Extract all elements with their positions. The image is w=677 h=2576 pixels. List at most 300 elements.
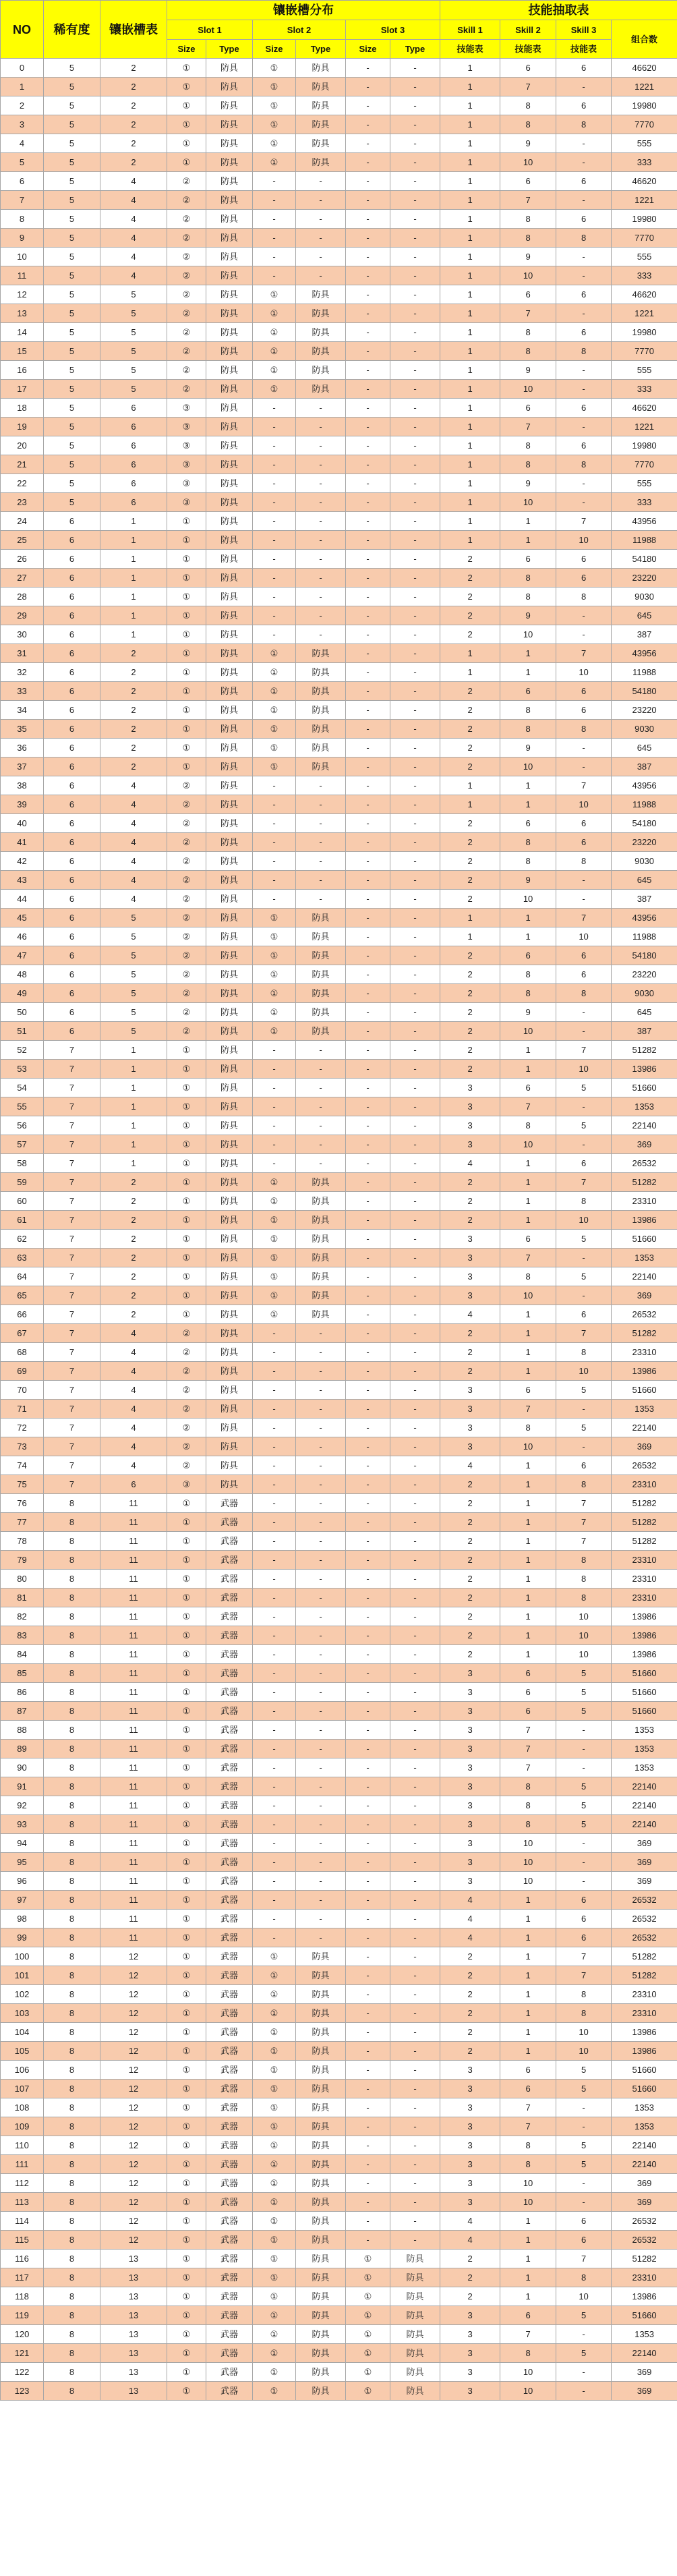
- cell-slot3-size: -: [346, 323, 390, 342]
- cell-socket-table: 5: [100, 342, 167, 361]
- cell-slot3-type: -: [390, 871, 440, 890]
- cell-skill3: 5: [556, 2080, 612, 2098]
- cell-slot2-size: ①: [253, 682, 296, 701]
- cell-skill3: -: [556, 1097, 612, 1116]
- cell-slot1-type: 防具: [206, 59, 253, 78]
- cell-skill3: -: [556, 625, 612, 644]
- cell-skill1: 2: [440, 1532, 500, 1551]
- cell-slot3-type: -: [390, 1683, 440, 1702]
- cell-slot1-size: ①: [167, 134, 206, 153]
- cell-slot2-size: ①: [253, 1211, 296, 1230]
- table-row: [1, 890, 677, 909]
- cell-combos: 7770: [612, 342, 677, 361]
- cell-slot1-type: 防具: [206, 1211, 253, 1230]
- cell-slot1-type: 防具: [206, 531, 253, 550]
- cell-skill1: 1: [440, 342, 500, 361]
- cell-rarity: 8: [44, 1740, 100, 1758]
- cell-slot2-size: ①: [253, 323, 296, 342]
- cell-socket-table: 13: [100, 2250, 167, 2268]
- cell-rarity: 8: [44, 2023, 100, 2042]
- cell-slot2-type: -: [296, 1683, 346, 1702]
- cell-no: 6: [1, 172, 44, 191]
- cell-skill3: 6: [556, 1928, 612, 1947]
- cell-skill3: 6: [556, 172, 612, 191]
- cell-skill3: 6: [556, 569, 612, 588]
- cell-slot2-size: -: [253, 1513, 296, 1532]
- cell-slot2-type: -: [296, 550, 346, 569]
- cell-rarity: 6: [44, 776, 100, 795]
- cell-combos: 54180: [612, 946, 677, 965]
- cell-skill2: 8: [500, 1267, 556, 1286]
- cell-slot3-type: -: [390, 663, 440, 682]
- cell-no: 65: [1, 1286, 44, 1305]
- cell-combos: 369: [612, 1872, 677, 1891]
- cell-slot3-type: -: [390, 361, 440, 380]
- table-row: [1, 134, 677, 153]
- cell-slot2-size: ①: [253, 2061, 296, 2080]
- cell-slot1-type: 武器: [206, 1645, 253, 1664]
- cell-skill1: 1: [440, 493, 500, 512]
- cell-slot2-type: 防具: [296, 2117, 346, 2136]
- cell-skill3: 6: [556, 1456, 612, 1475]
- cell-socket-table: 12: [100, 1947, 167, 1966]
- cell-skill1: 3: [440, 1437, 500, 1456]
- cell-slot1-size: ②: [167, 927, 206, 946]
- cell-skill1: 2: [440, 720, 500, 739]
- cell-no: 50: [1, 1003, 44, 1022]
- cell-no: 48: [1, 965, 44, 984]
- cell-slot1-type: 防具: [206, 682, 253, 701]
- cell-slot3-size: -: [346, 153, 390, 172]
- cell-slot2-type: -: [296, 1079, 346, 1097]
- cell-combos: 333: [612, 266, 677, 285]
- cell-slot1-size: ③: [167, 474, 206, 493]
- table-row: [1, 323, 677, 342]
- cell-slot1-type: 武器: [206, 2174, 253, 2193]
- cell-slot3-type: -: [390, 644, 440, 663]
- cell-skill3: 7: [556, 1041, 612, 1060]
- cell-slot1-type: 防具: [206, 1362, 253, 1381]
- cell-rarity: 7: [44, 1419, 100, 1437]
- cell-slot3-size: -: [346, 1116, 390, 1135]
- cell-slot1-type: 武器: [206, 2363, 253, 2382]
- cell-slot2-size: -: [253, 814, 296, 833]
- cell-combos: 22140: [612, 1116, 677, 1135]
- cell-socket-table: 1: [100, 1097, 167, 1116]
- table-row: [1, 984, 677, 1003]
- header-skill-3-table: 技能表: [556, 40, 612, 59]
- cell-skill1: 1: [440, 927, 500, 946]
- cell-no: 85: [1, 1664, 44, 1683]
- cell-combos: 23310: [612, 1192, 677, 1211]
- cell-slot1-size: ①: [167, 115, 206, 134]
- cell-slot2-type: -: [296, 1607, 346, 1626]
- cell-slot2-size: ①: [253, 1985, 296, 2004]
- cell-skill3: 8: [556, 720, 612, 739]
- cell-skill2: 10: [500, 1853, 556, 1872]
- cell-slot1-type: 防具: [206, 720, 253, 739]
- cell-slot3-size: -: [346, 210, 390, 229]
- cell-slot1-size: ①: [167, 531, 206, 550]
- cell-slot3-type: -: [390, 757, 440, 776]
- cell-slot1-type: 武器: [206, 2287, 253, 2306]
- cell-socket-table: 4: [100, 890, 167, 909]
- table-row: [1, 1740, 677, 1758]
- cell-slot2-type: 防具: [296, 644, 346, 663]
- cell-rarity: 6: [44, 946, 100, 965]
- cell-slot2-type: 防具: [296, 342, 346, 361]
- cell-skill3: 8: [556, 455, 612, 474]
- cell-slot3-type: -: [390, 1173, 440, 1192]
- cell-socket-table: 11: [100, 1551, 167, 1570]
- table-row: [1, 2155, 677, 2174]
- cell-skill1: 3: [440, 2306, 500, 2325]
- cell-combos: 1353: [612, 2117, 677, 2136]
- cell-no: 99: [1, 1928, 44, 1947]
- cell-slot2-type: 防具: [296, 984, 346, 1003]
- cell-slot2-size: ①: [253, 1249, 296, 1267]
- cell-socket-table: 4: [100, 1362, 167, 1381]
- cell-slot3-type: -: [390, 1777, 440, 1796]
- cell-socket-table: 2: [100, 96, 167, 115]
- cell-slot2-size: -: [253, 1324, 296, 1343]
- cell-no: 61: [1, 1211, 44, 1230]
- cell-socket-table: 1: [100, 1135, 167, 1154]
- cell-slot3-size: -: [346, 1570, 390, 1588]
- cell-rarity: 6: [44, 1003, 100, 1022]
- cell-slot2-type: -: [296, 1702, 346, 1721]
- cell-skill1: 3: [440, 1758, 500, 1777]
- cell-rarity: 7: [44, 1475, 100, 1494]
- cell-rarity: 6: [44, 927, 100, 946]
- cell-no: 82: [1, 1607, 44, 1626]
- cell-slot2-type: 防具: [296, 2136, 346, 2155]
- cell-slot2-type: 防具: [296, 323, 346, 342]
- cell-combos: 387: [612, 890, 677, 909]
- cell-skill3: 6: [556, 2231, 612, 2250]
- cell-socket-table: 1: [100, 531, 167, 550]
- cell-rarity: 6: [44, 682, 100, 701]
- cell-slot1-size: ①: [167, 1230, 206, 1249]
- cell-rarity: 5: [44, 304, 100, 323]
- cell-skill2: 1: [500, 2268, 556, 2287]
- cell-slot1-type: 防具: [206, 890, 253, 909]
- cell-slot3-size: -: [346, 1419, 390, 1437]
- cell-no: 52: [1, 1041, 44, 1060]
- cell-slot3-type: -: [390, 965, 440, 984]
- table-row: [1, 1872, 677, 1891]
- table-row: [1, 474, 677, 493]
- cell-combos: 51660: [612, 1381, 677, 1400]
- cell-slot3-type: -: [390, 795, 440, 814]
- cell-no: 43: [1, 871, 44, 890]
- cell-slot1-size: ②: [167, 172, 206, 191]
- cell-combos: 13986: [612, 1211, 677, 1230]
- table-row: [1, 1419, 677, 1437]
- cell-slot1-size: ②: [167, 795, 206, 814]
- cell-slot2-type: -: [296, 1891, 346, 1910]
- cell-slot2-type: -: [296, 1041, 346, 1060]
- cell-rarity: 8: [44, 2382, 100, 2401]
- cell-slot2-size: ①: [253, 965, 296, 984]
- cell-combos: 46620: [612, 285, 677, 304]
- cell-no: 102: [1, 1985, 44, 2004]
- cell-socket-table: 11: [100, 1645, 167, 1664]
- cell-skill3: -: [556, 266, 612, 285]
- cell-slot1-type: 武器: [206, 1928, 253, 1947]
- cell-combos: 1353: [612, 2098, 677, 2117]
- cell-slot3-type: -: [390, 776, 440, 795]
- cell-rarity: 6: [44, 663, 100, 682]
- cell-combos: 13986: [612, 2287, 677, 2306]
- cell-rarity: 5: [44, 285, 100, 304]
- cell-slot2-size: -: [253, 1400, 296, 1419]
- cell-rarity: 7: [44, 1060, 100, 1079]
- cell-combos: 1353: [612, 1097, 677, 1116]
- cell-combos: 13986: [612, 2023, 677, 2042]
- cell-slot1-type: 防具: [206, 1249, 253, 1267]
- cell-no: 103: [1, 2004, 44, 2023]
- cell-rarity: 6: [44, 739, 100, 757]
- cell-slot1-size: ②: [167, 361, 206, 380]
- cell-slot1-type: 防具: [206, 1173, 253, 1192]
- cell-no: 73: [1, 1437, 44, 1456]
- header-slot-1-size: Size: [167, 40, 206, 59]
- cell-skill2: 1: [500, 2004, 556, 2023]
- cell-skill1: 1: [440, 191, 500, 210]
- cell-no: 118: [1, 2287, 44, 2306]
- cell-slot1-size: ②: [167, 266, 206, 285]
- cell-skill1: 1: [440, 795, 500, 814]
- cell-no: 1: [1, 78, 44, 96]
- cell-socket-table: 4: [100, 852, 167, 871]
- cell-slot2-type: -: [296, 474, 346, 493]
- cell-socket-table: 11: [100, 1626, 167, 1645]
- cell-skill2: 6: [500, 172, 556, 191]
- cell-socket-table: 11: [100, 1853, 167, 1872]
- table-row: [1, 1947, 677, 1966]
- header-slot-3-type: Type: [390, 40, 440, 59]
- cell-socket-table: 1: [100, 1154, 167, 1173]
- cell-skill3: -: [556, 153, 612, 172]
- cell-slot2-size: -: [253, 1060, 296, 1079]
- cell-slot1-type: 防具: [206, 569, 253, 588]
- table-row: [1, 776, 677, 795]
- cell-slot2-type: 防具: [296, 2306, 346, 2325]
- cell-rarity: 6: [44, 701, 100, 720]
- cell-rarity: 8: [44, 2231, 100, 2250]
- cell-no: 29: [1, 606, 44, 625]
- table-row: [1, 2344, 677, 2363]
- cell-slot1-size: ②: [167, 776, 206, 795]
- cell-rarity: 6: [44, 871, 100, 890]
- cell-rarity: 7: [44, 1324, 100, 1343]
- table-row: [1, 663, 677, 682]
- cell-no: 69: [1, 1362, 44, 1381]
- cell-no: 83: [1, 1626, 44, 1645]
- cell-slot3-size: -: [346, 2023, 390, 2042]
- cell-slot2-size: ①: [253, 2193, 296, 2212]
- cell-rarity: 6: [44, 984, 100, 1003]
- cell-slot1-type: 武器: [206, 2136, 253, 2155]
- cell-skill3: 7: [556, 1324, 612, 1343]
- cell-slot2-size: -: [253, 1419, 296, 1437]
- cell-socket-table: 2: [100, 739, 167, 757]
- cell-combos: 19980: [612, 96, 677, 115]
- cell-skill2: 8: [500, 701, 556, 720]
- cell-slot1-size: ①: [167, 2174, 206, 2193]
- cell-no: 112: [1, 2174, 44, 2193]
- cell-skill1: 3: [440, 2061, 500, 2080]
- table-row: [1, 2268, 677, 2287]
- cell-slot1-type: 武器: [206, 1891, 253, 1910]
- cell-no: 114: [1, 2212, 44, 2231]
- cell-slot2-type: -: [296, 1381, 346, 1400]
- cell-slot1-size: ②: [167, 1400, 206, 1419]
- cell-no: 60: [1, 1192, 44, 1211]
- cell-slot2-size: -: [253, 1494, 296, 1513]
- cell-slot1-size: ①: [167, 1891, 206, 1910]
- cell-slot3-size: -: [346, 909, 390, 927]
- cell-no: 94: [1, 1834, 44, 1853]
- cell-slot2-type: -: [296, 1815, 346, 1834]
- cell-slot3-type: -: [390, 1626, 440, 1645]
- cell-slot1-type: 防具: [206, 833, 253, 852]
- cell-socket-table: 4: [100, 1381, 167, 1400]
- cell-no: 31: [1, 644, 44, 663]
- cell-slot1-type: 防具: [206, 550, 253, 569]
- cell-slot3-size: -: [346, 1815, 390, 1834]
- cell-skill3: 5: [556, 1079, 612, 1097]
- cell-rarity: 8: [44, 1796, 100, 1815]
- cell-slot2-size: ①: [253, 380, 296, 399]
- cell-combos: 46620: [612, 399, 677, 418]
- cell-slot2-size: -: [253, 474, 296, 493]
- cell-slot1-size: ①: [167, 1645, 206, 1664]
- cell-skill2: 8: [500, 2155, 556, 2174]
- cell-slot3-size: -: [346, 1494, 390, 1513]
- cell-skill1: 2: [440, 1551, 500, 1570]
- cell-slot3-size: -: [346, 493, 390, 512]
- cell-slot1-size: ①: [167, 78, 206, 96]
- cell-slot2-size: ①: [253, 1267, 296, 1286]
- cell-slot1-size: ②: [167, 229, 206, 248]
- cell-slot1-type: 武器: [206, 2117, 253, 2136]
- cell-slot3-size: -: [346, 1022, 390, 1041]
- cell-combos: 46620: [612, 172, 677, 191]
- cell-slot3-size: -: [346, 739, 390, 757]
- cell-no: 113: [1, 2193, 44, 2212]
- cell-slot2-size: ①: [253, 2344, 296, 2363]
- cell-skill3: -: [556, 2363, 612, 2382]
- cell-slot3-type: -: [390, 1551, 440, 1570]
- cell-skill2: 1: [500, 1985, 556, 2004]
- cell-combos: 13986: [612, 1607, 677, 1626]
- cell-rarity: 8: [44, 2136, 100, 2155]
- cell-socket-table: 11: [100, 1796, 167, 1815]
- cell-slot1-type: 武器: [206, 2023, 253, 2042]
- cell-combos: 51282: [612, 1513, 677, 1532]
- table-row: [1, 1343, 677, 1362]
- cell-rarity: 5: [44, 361, 100, 380]
- cell-slot3-type: -: [390, 1097, 440, 1116]
- cell-skill2: 10: [500, 493, 556, 512]
- cell-slot3-size: -: [346, 663, 390, 682]
- cell-combos: 23310: [612, 1343, 677, 1362]
- cell-slot2-size: -: [253, 210, 296, 229]
- cell-slot1-size: ①: [167, 2306, 206, 2325]
- cell-slot1-type: 防具: [206, 153, 253, 172]
- cell-slot3-type: -: [390, 984, 440, 1003]
- cell-slot1-size: ①: [167, 1513, 206, 1532]
- cell-rarity: 6: [44, 965, 100, 984]
- cell-skill1: 2: [440, 682, 500, 701]
- cell-combos: 11988: [612, 795, 677, 814]
- cell-rarity: 5: [44, 399, 100, 418]
- cell-skill3: 7: [556, 1947, 612, 1966]
- table-row: [1, 1683, 677, 1702]
- cell-slot3-size: -: [346, 1853, 390, 1872]
- cell-slot3-size: -: [346, 1645, 390, 1664]
- table-row: [1, 1249, 677, 1267]
- cell-socket-table: 11: [100, 1513, 167, 1532]
- cell-no: 72: [1, 1419, 44, 1437]
- cell-socket-table: 13: [100, 2325, 167, 2344]
- cell-slot1-type: 武器: [206, 2061, 253, 2080]
- cell-skill3: 8: [556, 852, 612, 871]
- cell-skill3: 8: [556, 1588, 612, 1607]
- cell-slot3-type: -: [390, 380, 440, 399]
- cell-skill1: 4: [440, 1305, 500, 1324]
- cell-slot2-size: -: [253, 795, 296, 814]
- cell-slot3-type: -: [390, 399, 440, 418]
- cell-skill2: 1: [500, 1607, 556, 1626]
- cell-skill3: 6: [556, 1305, 612, 1324]
- cell-rarity: 6: [44, 909, 100, 927]
- cell-slot1-type: 武器: [206, 1664, 253, 1683]
- cell-skill1: 3: [440, 1740, 500, 1758]
- cell-slot2-size: -: [253, 1645, 296, 1664]
- cell-rarity: 8: [44, 1683, 100, 1702]
- cell-combos: 1353: [612, 1400, 677, 1419]
- cell-slot1-size: ①: [167, 1796, 206, 1815]
- cell-skill3: 5: [556, 1683, 612, 1702]
- table-row: [1, 1041, 677, 1060]
- cell-combos: 22140: [612, 2344, 677, 2363]
- cell-slot3-type: -: [390, 2117, 440, 2136]
- cell-rarity: 7: [44, 1097, 100, 1116]
- cell-skill2: 9: [500, 739, 556, 757]
- cell-slot1-type: 武器: [206, 1513, 253, 1532]
- cell-socket-table: 4: [100, 229, 167, 248]
- cell-skill1: 3: [440, 1853, 500, 1872]
- cell-slot1-size: ①: [167, 1740, 206, 1758]
- cell-slot1-type: 武器: [206, 1985, 253, 2004]
- cell-skill2: 6: [500, 1230, 556, 1249]
- cell-slot2-type: 防具: [296, 1305, 346, 1324]
- cell-skill2: 7: [500, 1249, 556, 1267]
- cell-no: 78: [1, 1532, 44, 1551]
- cell-socket-table: 5: [100, 323, 167, 342]
- cell-no: 91: [1, 1777, 44, 1796]
- cell-rarity: 5: [44, 134, 100, 153]
- cell-skill3: -: [556, 2117, 612, 2136]
- cell-slot2-size: ①: [253, 153, 296, 172]
- table-row: [1, 871, 677, 890]
- cell-slot2-type: 防具: [296, 2250, 346, 2268]
- cell-skill3: 6: [556, 59, 612, 78]
- cell-no: 68: [1, 1343, 44, 1362]
